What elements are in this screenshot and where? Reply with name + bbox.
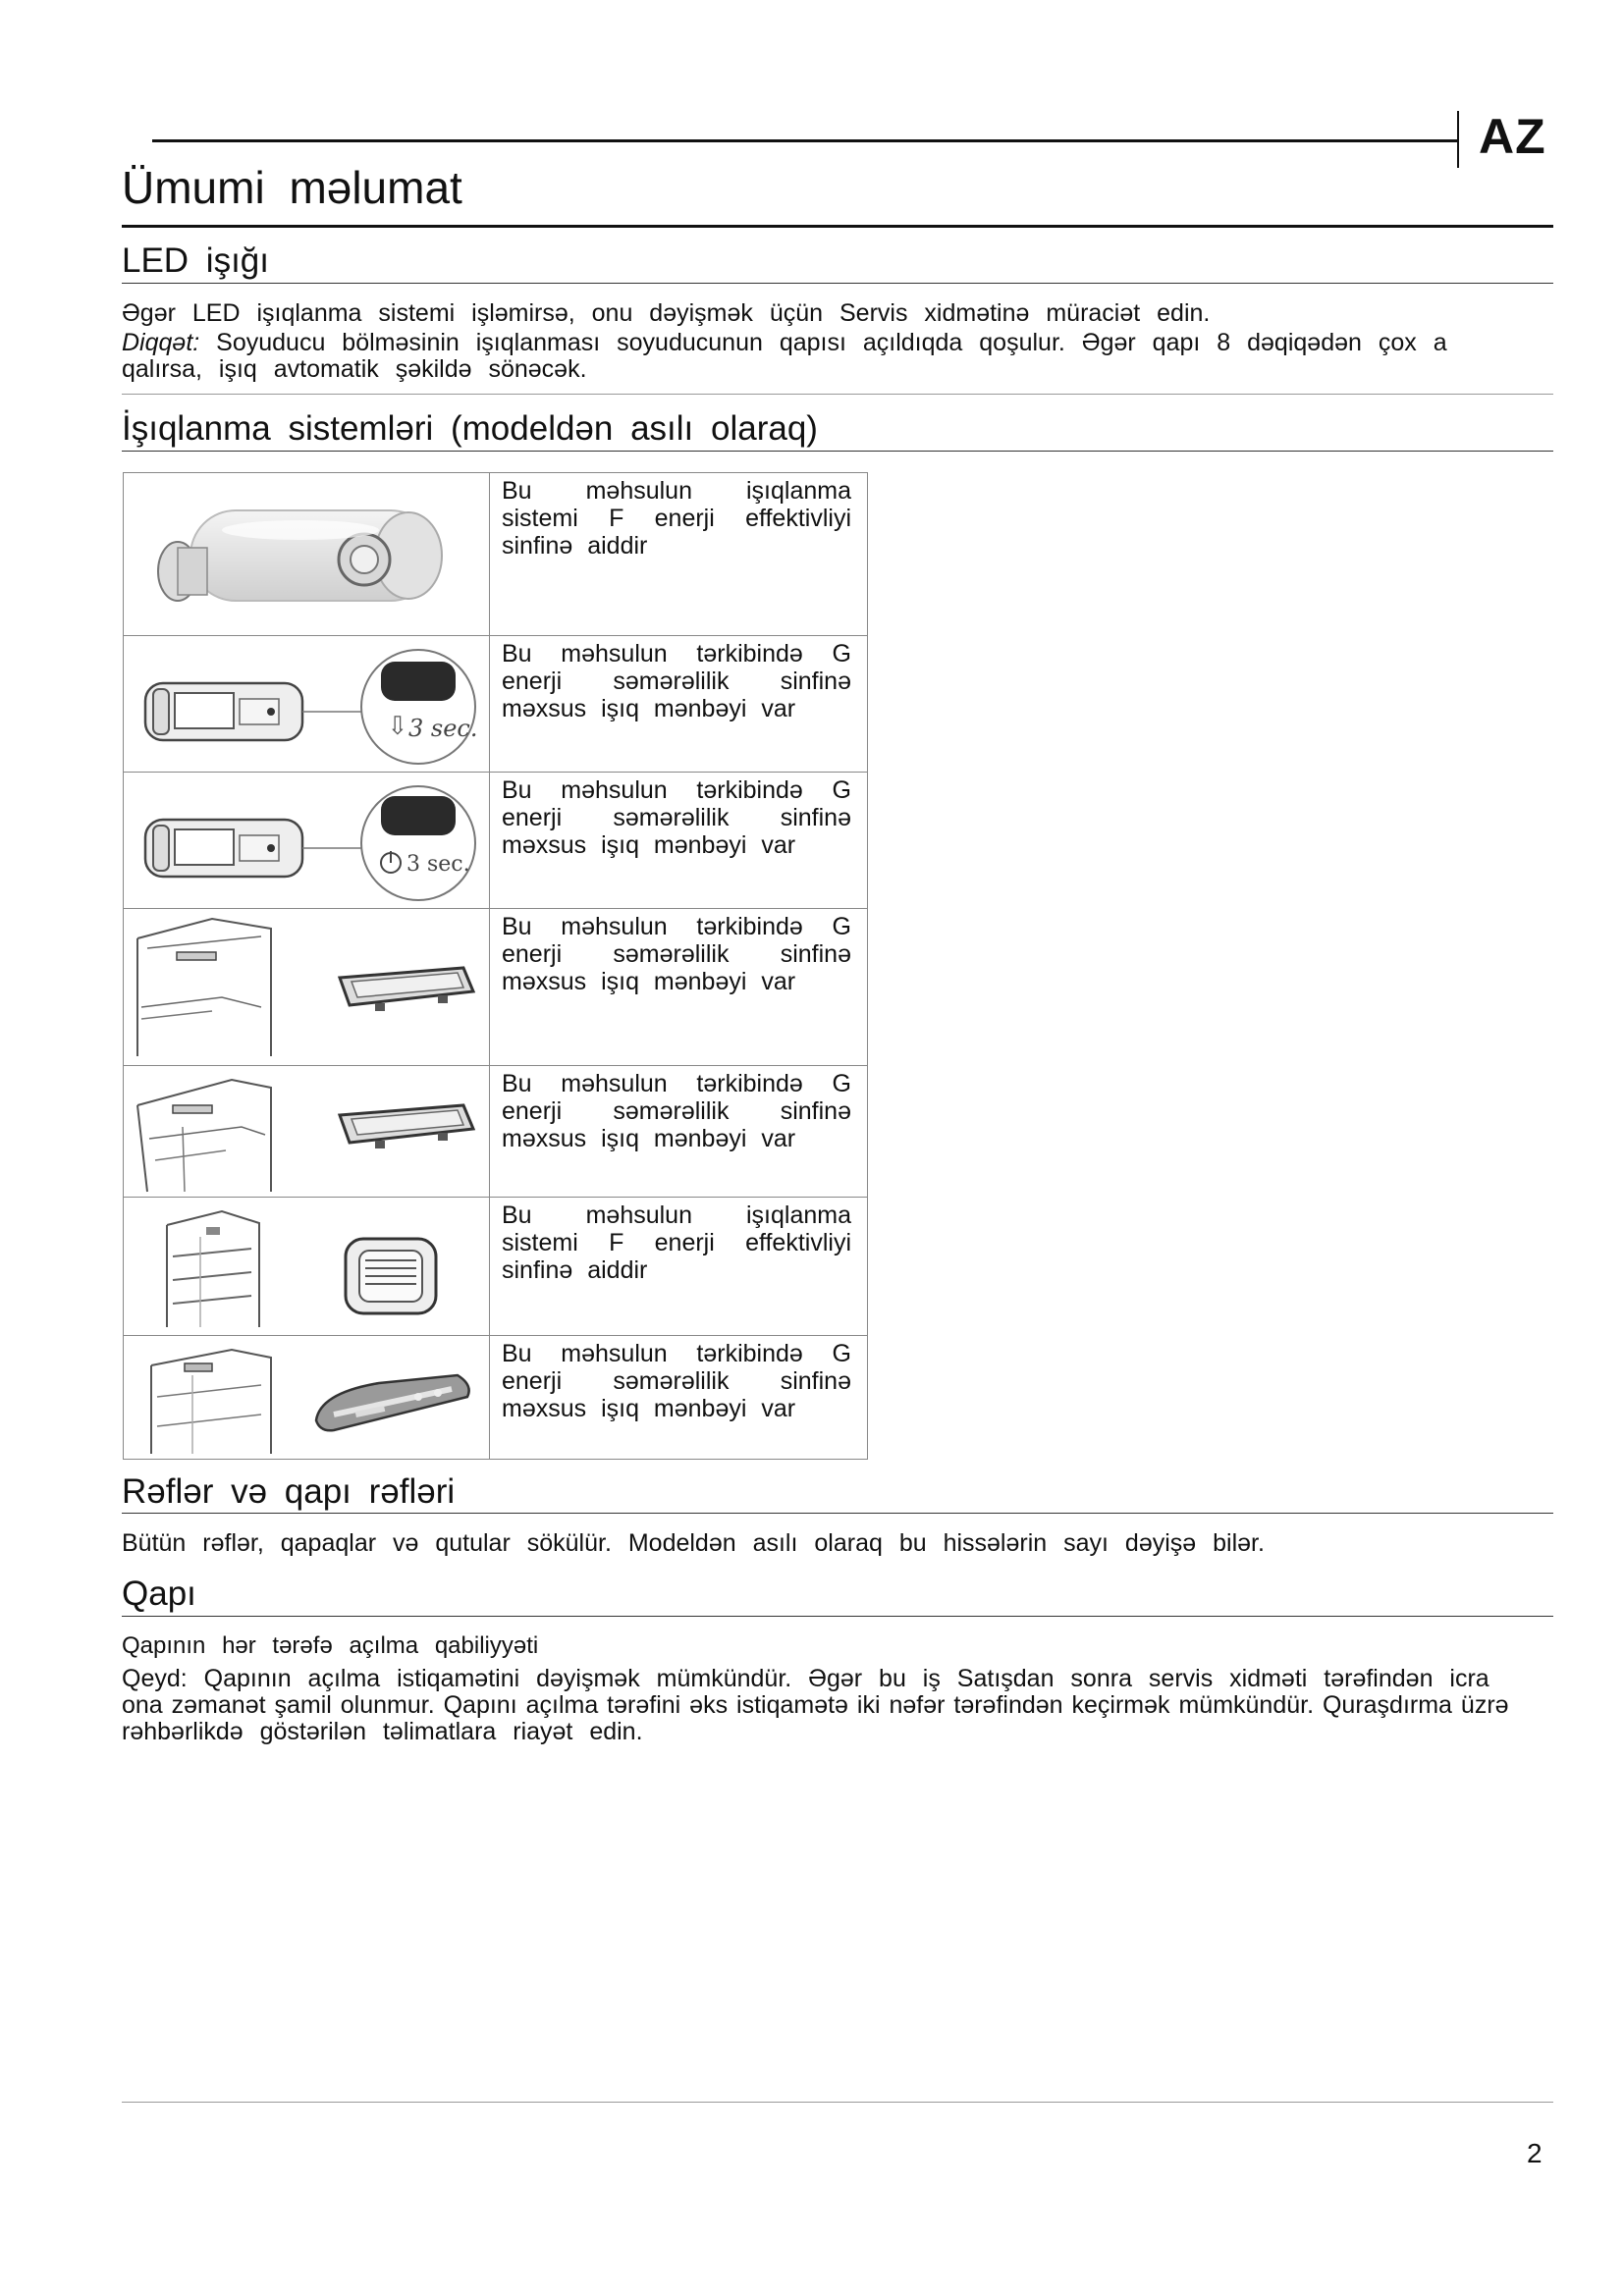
led-heading: LED işığı — [122, 241, 269, 280]
lighting-row — [124, 636, 868, 773]
fridge-ceiling-light-icon — [124, 1336, 490, 1460]
lighting-row-text: Bu məhsulun tərkibində G enerji səmərəlilik sinfinə məxsus işıq mənbəyi var — [502, 776, 851, 859]
door-text-1: Qeyd: Qapının açılma istiqamətini dəyişmək mümkündür. Əgər bu iş Satışdan sonra servis xidməti tərəfindən icra — [122, 1665, 1489, 1692]
lighting-row-text: Bu məhsulun tərkibində G enerji səmərəlilik sinfinə məxsus işıq mənbəyi var — [502, 640, 851, 722]
door-heading: Qapı — [122, 1575, 196, 1613]
door-subheading: Qapının hər tərəfə açılma qabiliyyəti — [122, 1632, 539, 1659]
led-text-1: Əgər LED işıqlanma sistemi işləmirsə, onu dəyişmək üçün Servis xidmətinə müraciət edin. — [122, 299, 1211, 327]
page-number: 2 — [1527, 2138, 1543, 2168]
lighting-heading: İşıqlanma sistemləri (modeldən asılı olaraq) — [122, 409, 818, 448]
led-text-2: Diqqət: Soyuducu bölməsinin işıqlanması soyuducunun qapısı açıldıqda qoşulur. Əgər qapı 8 dəqiqədən çox a — [122, 329, 1447, 356]
shelves-text: Bütün rəflər, qapaqlar və qutular sökülür. Modeldən asılı olaraq bu hissələrin sayı dəyişə bilər. — [122, 1529, 1265, 1557]
fridge-top-light-panel-icon — [124, 1066, 490, 1198]
language-code: AZ — [1479, 109, 1546, 164]
shelves-heading: Rəflər və qapı rəfləri — [122, 1472, 456, 1511]
svg-text:⇩: ⇩ — [387, 712, 408, 741]
led-strip-3sec-icon — [124, 636, 490, 773]
door-text-2: ona zəmanət şamil olunmur. Qapını açılma tərəfini əks istiqamətə iki nəfər tərəfindən keçirmək mümkündür. Quraşdırma üzrə — [122, 1691, 1509, 1719]
fridge-side-light-icon — [124, 1198, 490, 1336]
led-text-3: qalırsa, işıq avtomatik şəkildə sönəcək. — [122, 355, 587, 383]
lighting-table — [123, 472, 868, 1460]
door-text-3: rəhbərlikdə göstərilən təlimatlara riayət edin. — [122, 1718, 643, 1745]
lighting-row-text: Bu məhsulun tərkibində G enerji səmərəlilik sinfinə məxsus işıq mənbəyi var — [502, 1340, 851, 1422]
lighting-row — [124, 773, 868, 909]
badge-3sec: 3 sec. — [408, 715, 478, 742]
lighting-row — [124, 1066, 868, 1198]
lighting-row — [124, 909, 868, 1066]
lighting-row — [124, 1336, 868, 1460]
lighting-row-text: Bu məhsulun işıqlanma sistemi F enerji effektivliyi sinfinə aiddir — [502, 1201, 851, 1284]
led-strip-power-3sec-icon — [124, 773, 490, 909]
page-title: Ümumi məlumat — [122, 162, 462, 213]
lighting-row-text: Bu məhsulun tərkibində G enerji səmərəlilik sinfinə məxsus işıq mənbəyi var — [502, 913, 851, 995]
lighting-row — [124, 473, 868, 636]
lighting-row-text: Bu məhsulun işıqlanma sistemi F enerji effektivliyi sinfinə aiddir — [502, 477, 851, 560]
note-label: Diqqət: — [122, 329, 200, 356]
lighting-row — [124, 1198, 868, 1336]
bulb-lamp-icon — [124, 473, 490, 636]
lighting-row-text: Bu məhsulun tərkibində G enerji səmərəlilik sinfinə məxsus işıq mənbəyi var — [502, 1070, 851, 1152]
fridge-top-light-panel-icon — [124, 909, 490, 1066]
badge-3sec: 3 sec. — [406, 852, 470, 877]
